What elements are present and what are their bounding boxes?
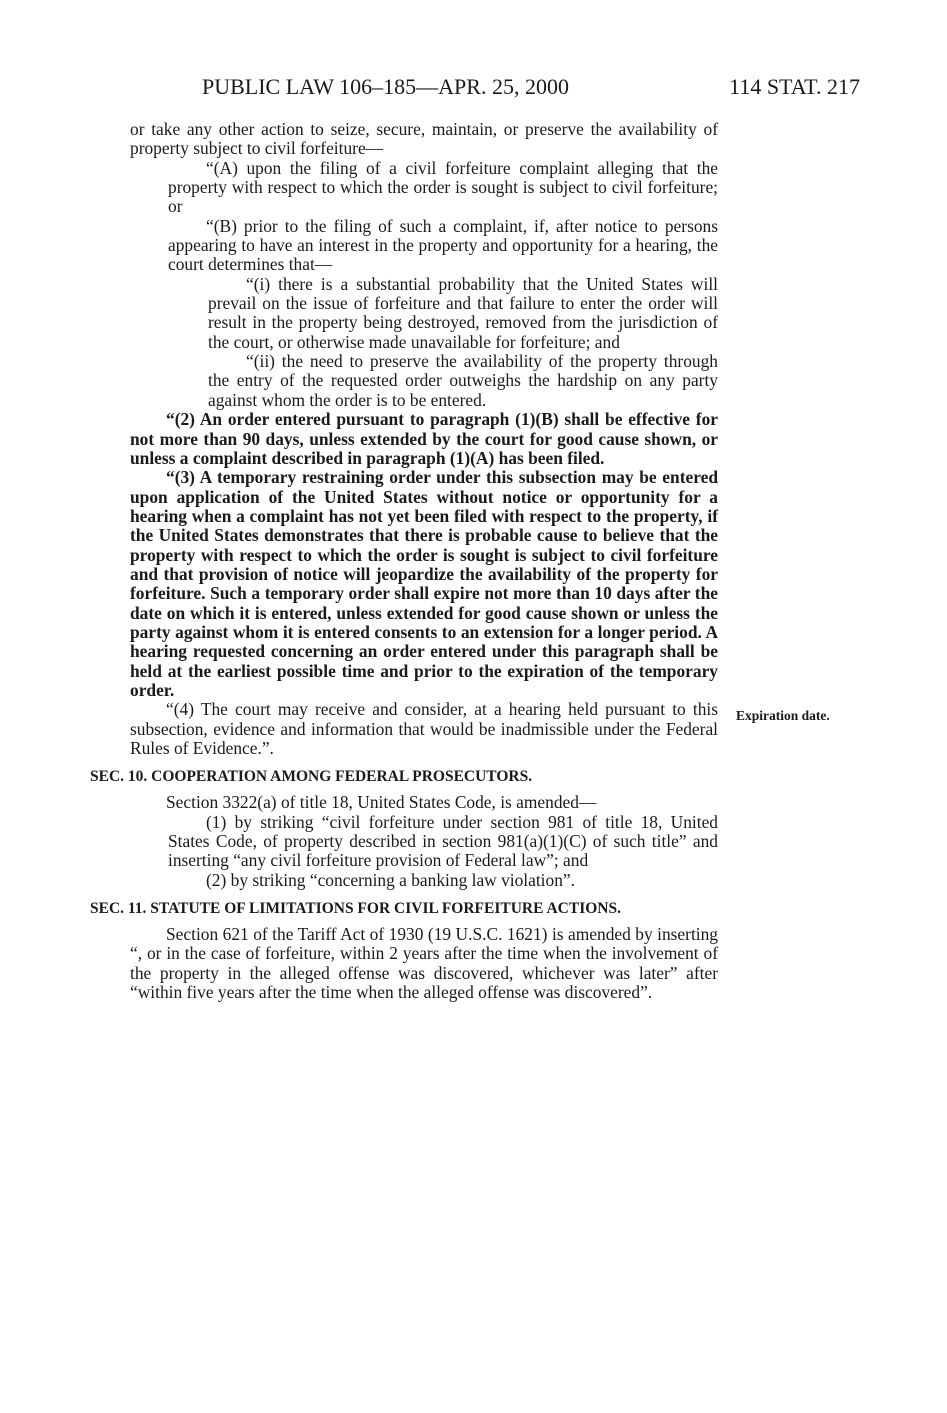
running-head (130, 72, 860, 102)
paragraph-lead: or take any other action to seize, secure, maintain, or preserve the availability of property subject to civil forfeiture— (130, 119, 718, 159)
document-body (90, 119, 718, 1003)
margin-note-expiration-date: Expiration date. (736, 708, 830, 723)
paragraph-3: “(3) A temporary restraining order under this subsection may be entered upon application of the United States without notice or opportunity for a hearing when a complaint has not yet been filed with respect to the property, if the United States demonstrates that there is probable cause to believe that the property with respect to which the order is sought is subject to civil forfeiture and that provision of notice will jeopardize the availability of the property for forfeiture. Such a temporary order shall expire not more than 10 days after the date on which it is entered, unless extended for good cause shown or unless the party against whom it is entered consents to an extension for a longer period. A hearing requested concerning an order entered under this paragraph shall be held at the earliest possible time and prior to the expiration of the temporary order. (130, 467, 718, 700)
section-10-heading: SEC. 10. COOPERATION AMONG FEDERAL PROSECUTORS. (90, 768, 533, 786)
clause-i: “(i) there is a substantial probability that the United States will prevail on the issue of forfeiture and that failure to enter the order will result in the property being destroyed, removed from the jurisdiction of the court, or otherwise made unavailable for forfeiture; and (208, 273, 718, 352)
subparagraph-a: “(A) upon the filing of a civil forfeiture complaint alleging that the property with respect to which the order is sought is subject to civil forfeiture; or (168, 157, 718, 217)
statute-page-number: 114 STAT. 217 (729, 74, 860, 99)
section-10-item-2: (2) by striking “concerning a banking law violation”. (206, 869, 575, 890)
paragraph-2: “(2) An order entered pursuant to paragraph (1)(B) shall be effective for not more than 90 days, unless extended by the court for good cause shown, or unless a complaint described in paragraph (1)(A) has been filed. (130, 409, 718, 468)
public-law-title: PUBLIC LAW 106–185—APR. 25, 2000 (202, 74, 569, 99)
clause-ii: “(ii) the need to preserve the availability of the property through the entry of the requested order outweighs the hardship on any party against whom the order is to be entered. (208, 351, 718, 410)
section-11-body: Section 621 of the Tariff Act of 1930 (19 U.S.C. 1621) is amended by inserting “, or in the case of forfeiture, within 2 years after the time when the involvement of the property in the alleged offense was discovered, whichever was later” after “within five years after the time when the alleged offense was discovered”. (130, 924, 718, 1003)
section-10-intro: Section 3322(a) of title 18, United States Code, is amended— (166, 792, 597, 813)
section-10-item-1: (1) by striking “civil forfeiture under section 981 of title 18, United States Code, of property described in section 981(a)(1)(C) of such title” and inserting “any civil forfeiture provision of Federal law”; and (168, 811, 718, 871)
section-11-heading: SEC. 11. STATUTE OF LIMITATIONS FOR CIVIL FORFEITURE ACTIONS. (90, 900, 621, 918)
paragraph-4: “(4) The court may receive and consider, at a hearing held pursuant to this subsection, evidence and information that would be inadmissible under the Federal Rules of Evidence.”. (130, 699, 718, 758)
subparagraph-b: “(B) prior to the filing of such a complaint, if, after notice to persons appearing to have an interest in the property and opportunity for a hearing, the court determines that— (168, 215, 718, 275)
